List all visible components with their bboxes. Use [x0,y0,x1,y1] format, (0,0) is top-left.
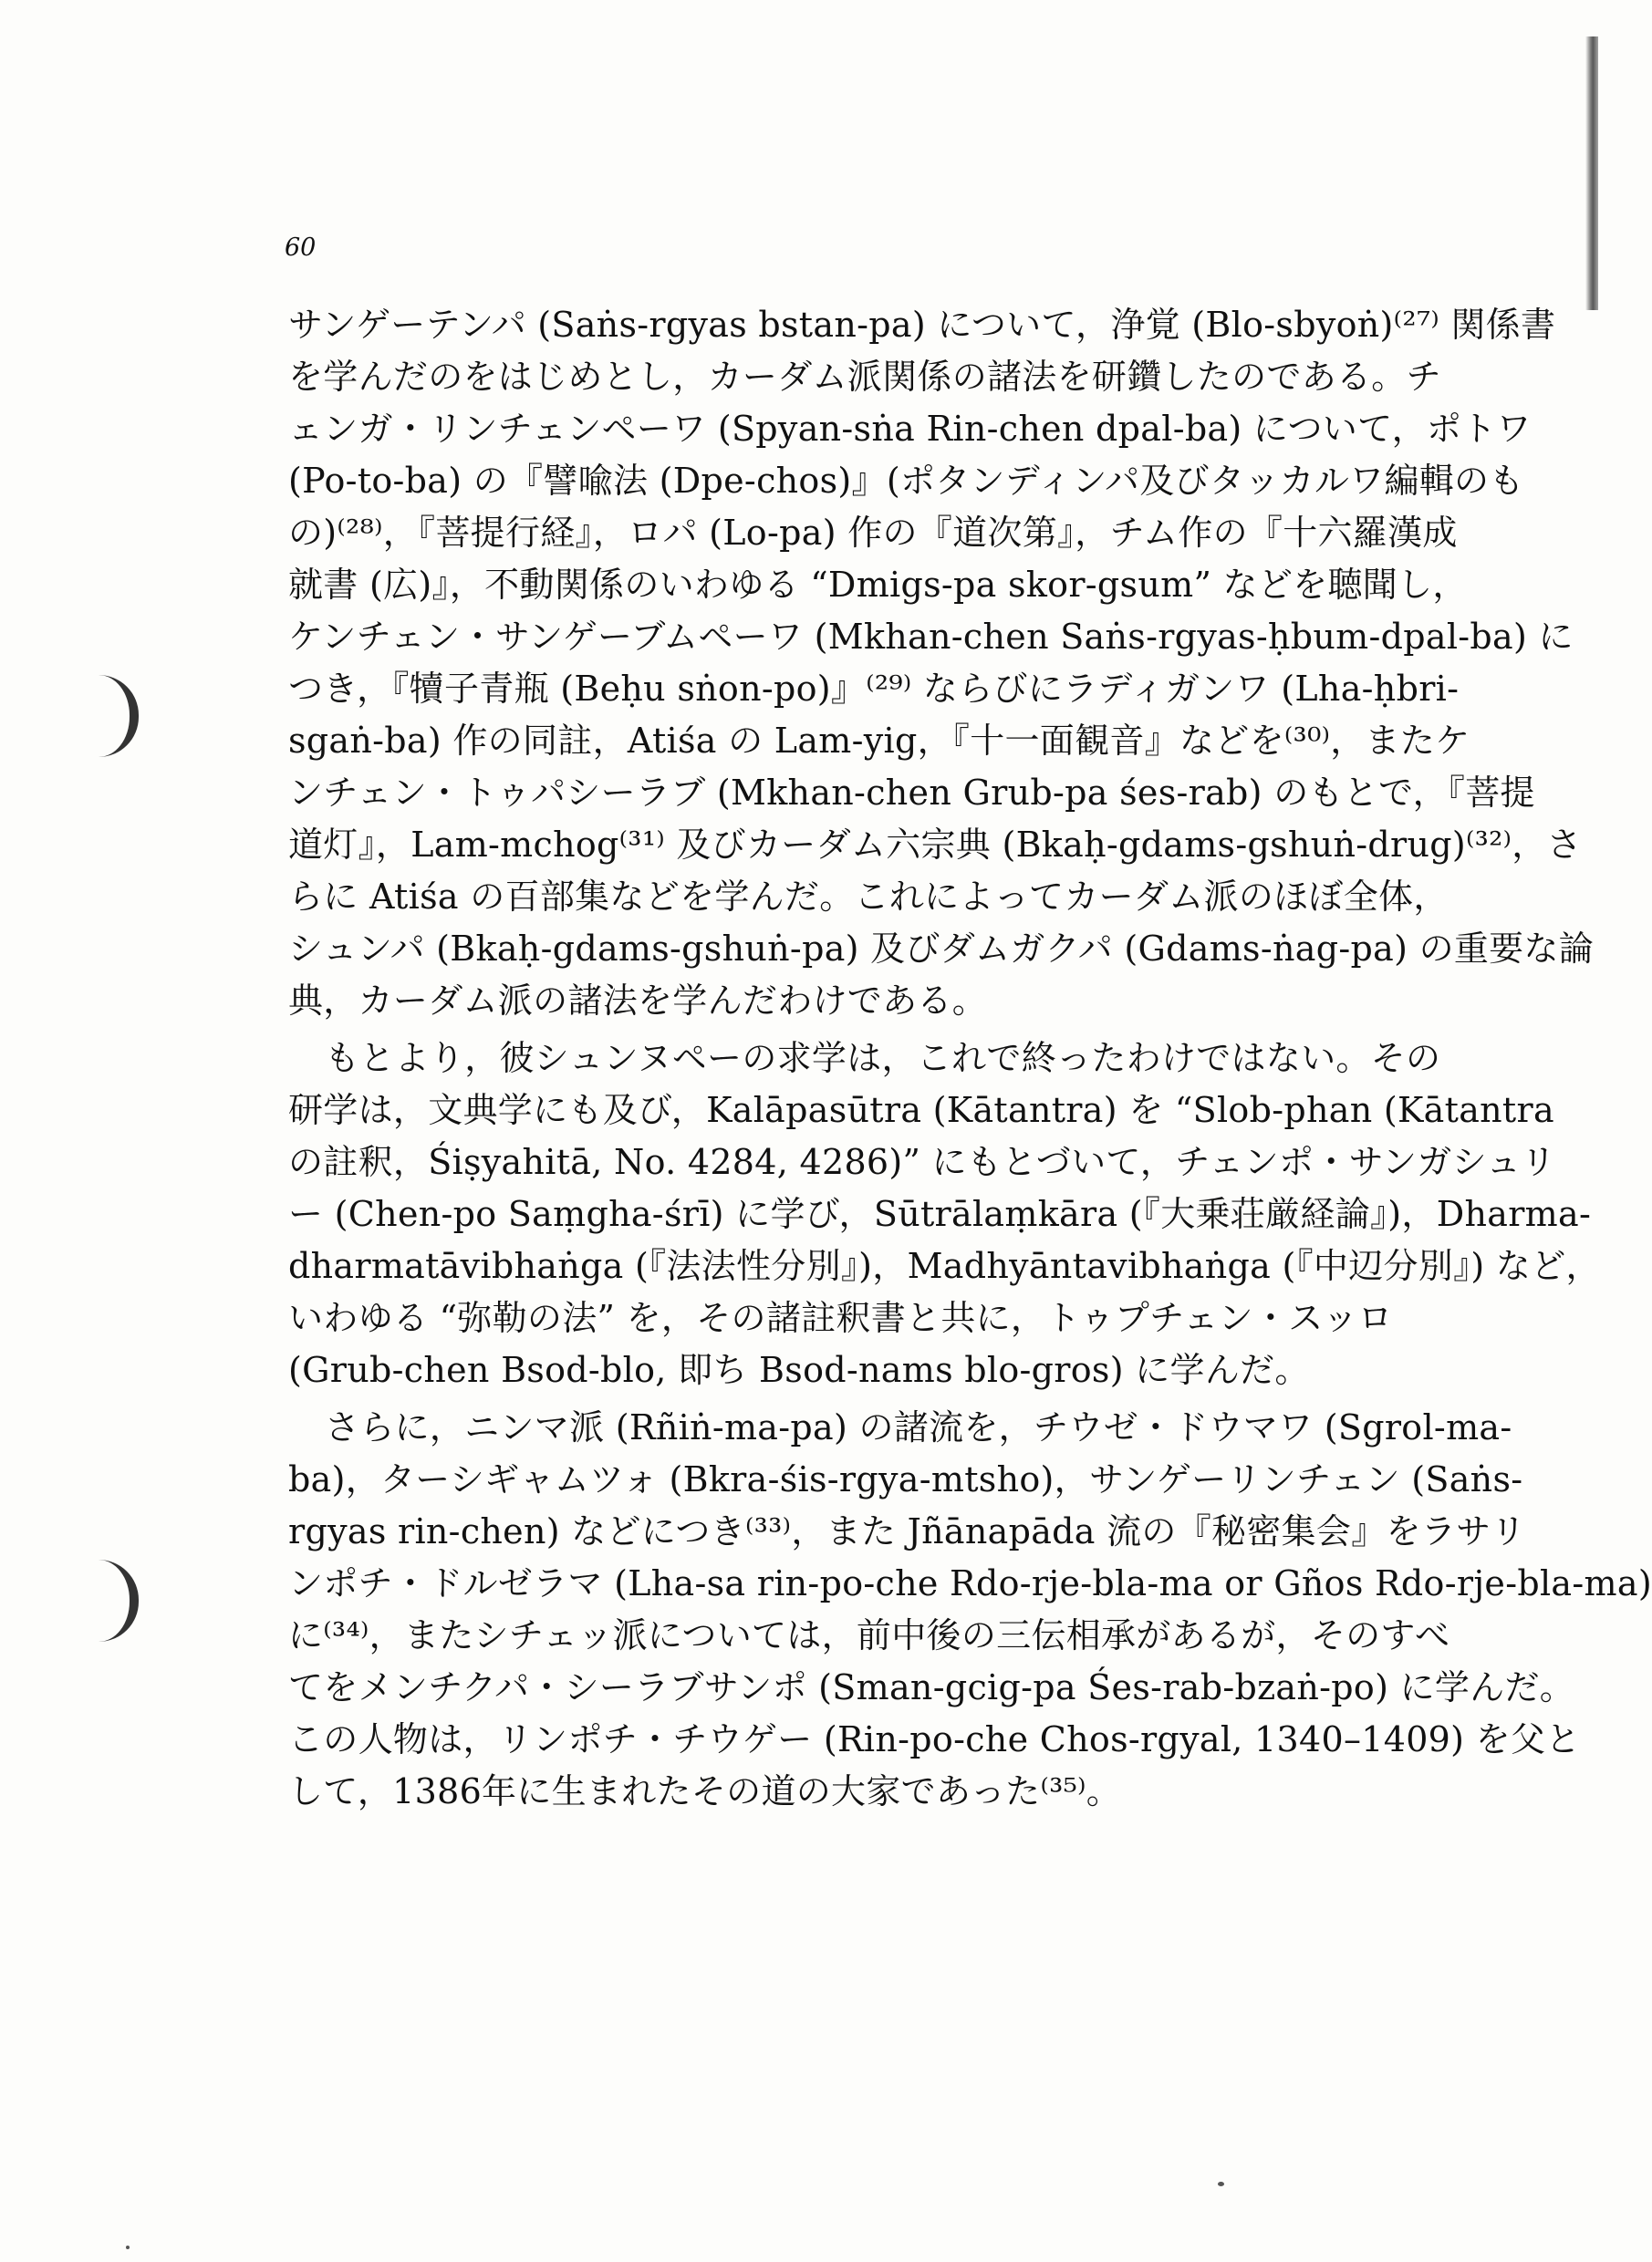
binding-hole-mark [99,1560,139,1642]
text-line: サンゲーテンパ (Saṅs-rgyas bstan-pa) について，浄覚 (Blo-sbyoṅ)⁽²⁷⁾ 関係書 [288,305,1556,345]
text-line: てをメンチクパ・シーラブサンポ (Sman-gcig-pa Śes-rab-bzaṅ-po) に学んだ。 [288,1667,1575,1707]
paragraph-start-line: もとより，彼シュンヌペーの求学は，これで終ったわけではない。その [325,1038,1441,1078]
scan-speck [126,2246,130,2249]
text-line: 道灯』，Lam-mchog⁽³¹⁾ 及びカーダム六宗典 (Bkaḥ-gdams-gshuṅ-drug)⁽³²⁾，さ [288,825,1582,865]
text-line: して，1386年に生まれたその道の大家であった⁽³⁵⁾。 [288,1771,1122,1811]
text-line: dharmatāvibhaṅga (『法法性分別』)，Madhyāntavibhaṅga (『中辺分別』) など， [288,1246,1601,1286]
text-line: ンチェン・トゥパシーラブ (Mkhan-chen Grub-pa śes-rab) のもとで，『菩提 [288,773,1535,813]
text-line: ンポチ・ドルゼラマ (Lha-sa rin-po-che Rdo-rje-bla-ma or Gños Rdo-rje-bla-ma) [288,1563,1652,1603]
text-line: に⁽³⁴⁾，またシチェッ派については，前中後の三伝相承があるが，そのすべ [288,1615,1450,1655]
text-line: の)⁽²⁸⁾，『菩提行経』，ロパ (Lo-pa) 作の『道次第』，チム作の『十六羅漢成 [288,513,1458,553]
text-line: 研学は，文典学にも及び，Kalāpasūtra (Kātantra) を “Slob-phan (Kātantra [288,1090,1554,1130]
text-line: ー (Chen-po Saṃgha-śrī) に学び，Sūtrālaṃkāra (『大乗荘厳経論』)，Dharma- [288,1194,1592,1234]
binding-hole-mark [99,675,139,757]
text-line: (Po-to-ba) の『譬喩法 (Dpe-chos)』(ポタンディンパ及びタッカルワ編輯のも [288,461,1524,501]
paragraph-start-line: さらに，ニンマ派 (Rñiṅ-ma-pa) の諸流を，チウゼ・ドウマワ (Sgrol-ma- [325,1407,1512,1447]
text-line: らに Atiśa の百部集などを学んだ。これによってカーダム派のほぼ全体， [288,877,1449,917]
text-line: を学んだのをはじめとし，カーダム派関係の諸法を研鑽したのである。チ [288,357,1441,397]
text-line: rgyas rin-chen) などにつき⁽³³⁾，また Jñānapāda 流の『秘密集会』をラサリ [288,1511,1526,1551]
text-line: 典，カーダム派の諸法を学んだわけである。 [288,981,988,1021]
text-line: の註釈，Śiṣyahitā, No. 4284, 4286)” にもとづいて，チェンポ・サンガシュリ [288,1142,1556,1182]
text-line: (Grub-chen Bsod-blo, 即ち Bsod-nams blo-gros) に学んだ。 [288,1350,1310,1390]
text-line: sgaṅ-ba) 作の同註，Atiśa の Lam-yig，『十一面観音』などを⁽³⁰⁾，またケ [288,721,1470,761]
text-line: シュンパ (Bkaḥ-gdams-gshuṅ-pa) 及びダムガクパ (Gdams-ṅag-pa) の重要な論 [288,929,1595,969]
text-line: ケンチェン・サンゲーブムペーワ (Mkhan-chen Saṅs-rgyas-ḥbum-dpal-ba) に [288,617,1574,657]
text-line: この人物は，リンポチ・チウゲー (Rin-po-che Chos-rgyal, 1340–1409) を父と [288,1719,1581,1759]
scan-speck [1218,2182,1224,2186]
text-line: つき，『犢子青瓶 (Beḥu sṅon-po)』⁽²⁹⁾ ならびにラディガンワ (Lha-ḥbri- [288,669,1460,709]
text-body [288,301,1652,1820]
page-number: 60 [285,233,317,262]
text-line: ba)，ターシギャムツォ (Bkra-śis-rgya-mtsho)，サンゲーリンチェン (Saṅs- [288,1459,1523,1499]
text-line: いわゆる “弥勒の法” を，その諸註釈書と共に，トゥプチェン・スッロ [288,1298,1393,1338]
text-line: ェンガ・リンチェンペーワ (Spyan-sṅa Rin-chen dpal-ba) について，ポトワ [288,409,1532,449]
scan-edge-shadow [1585,36,1598,310]
text-line: 就書 (広)』，不動関係のいわゆる “Dmigs-pa skor-gsum” などを聴聞し， [288,565,1468,605]
